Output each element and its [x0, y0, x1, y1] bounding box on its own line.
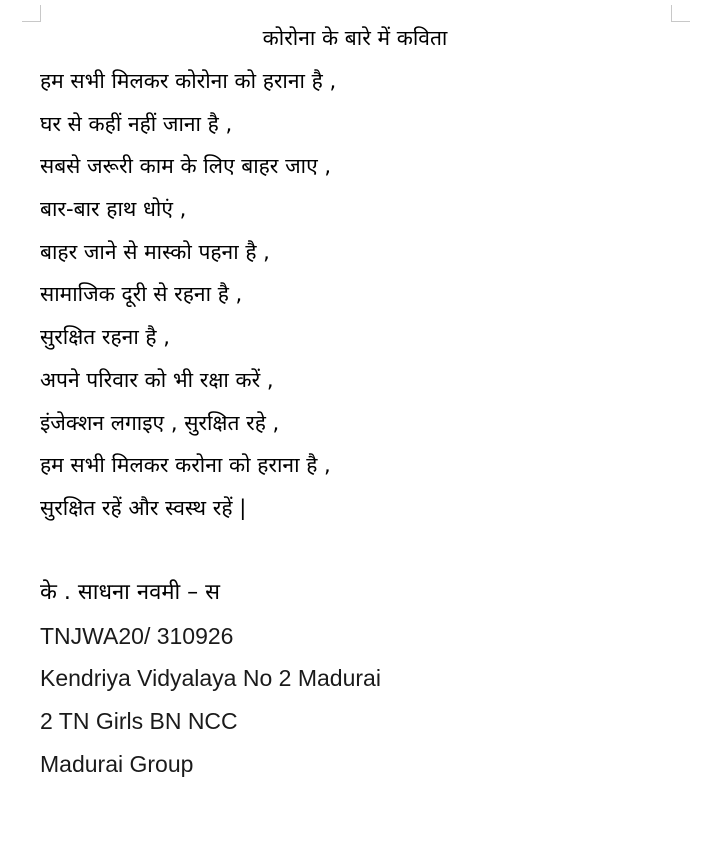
poem-line: घर से कहीं नहीं जाना है ,: [40, 111, 233, 136]
poem-line: बाहर जाने से मास्को पहना है ,: [40, 239, 270, 264]
author-signature-block: [40, 574, 381, 787]
author-id: TNJWA20/ 310926: [40, 622, 234, 649]
poem-line: हम सभी मिलकर कोरोना को हराना है ,: [40, 69, 337, 93]
poem-line: सुरक्षित रहें और स्वस्थ रहें |: [40, 495, 247, 520]
poem-line: सबसे जरूरी काम के लिए बाहर जाए ,: [40, 154, 332, 179]
poem-line: सुरक्षित रहना है ,: [40, 325, 170, 350]
poem-title: कोरोना के बारे में कविता: [262, 26, 448, 50]
page-corner-marker-left: [22, 5, 41, 22]
ncc-unit: 2 TN Girls BN NCC: [40, 708, 238, 735]
page-corner-marker-right: [671, 5, 690, 22]
poem-line: अपने परिवार को भी रक्षा करें ,: [40, 367, 274, 392]
poem-body: [40, 62, 336, 532]
poem-line: हम सभी मिलकर करोना को हराना है ,: [40, 453, 331, 478]
poem-line: इंजेक्शन लगाइए , सुरक्षित रहे ,: [40, 410, 280, 435]
author-name: के . साधना नवमी – स: [40, 580, 221, 605]
school-name: Kendriya Vidyalaya No 2 Madurai: [40, 665, 381, 692]
ncc-group: Madurai Group: [40, 750, 194, 777]
poem-line: सामाजिक दूरी से रहना है ,: [40, 282, 243, 307]
poem-line: बार-बार हाथ धोएं ,: [40, 197, 187, 222]
